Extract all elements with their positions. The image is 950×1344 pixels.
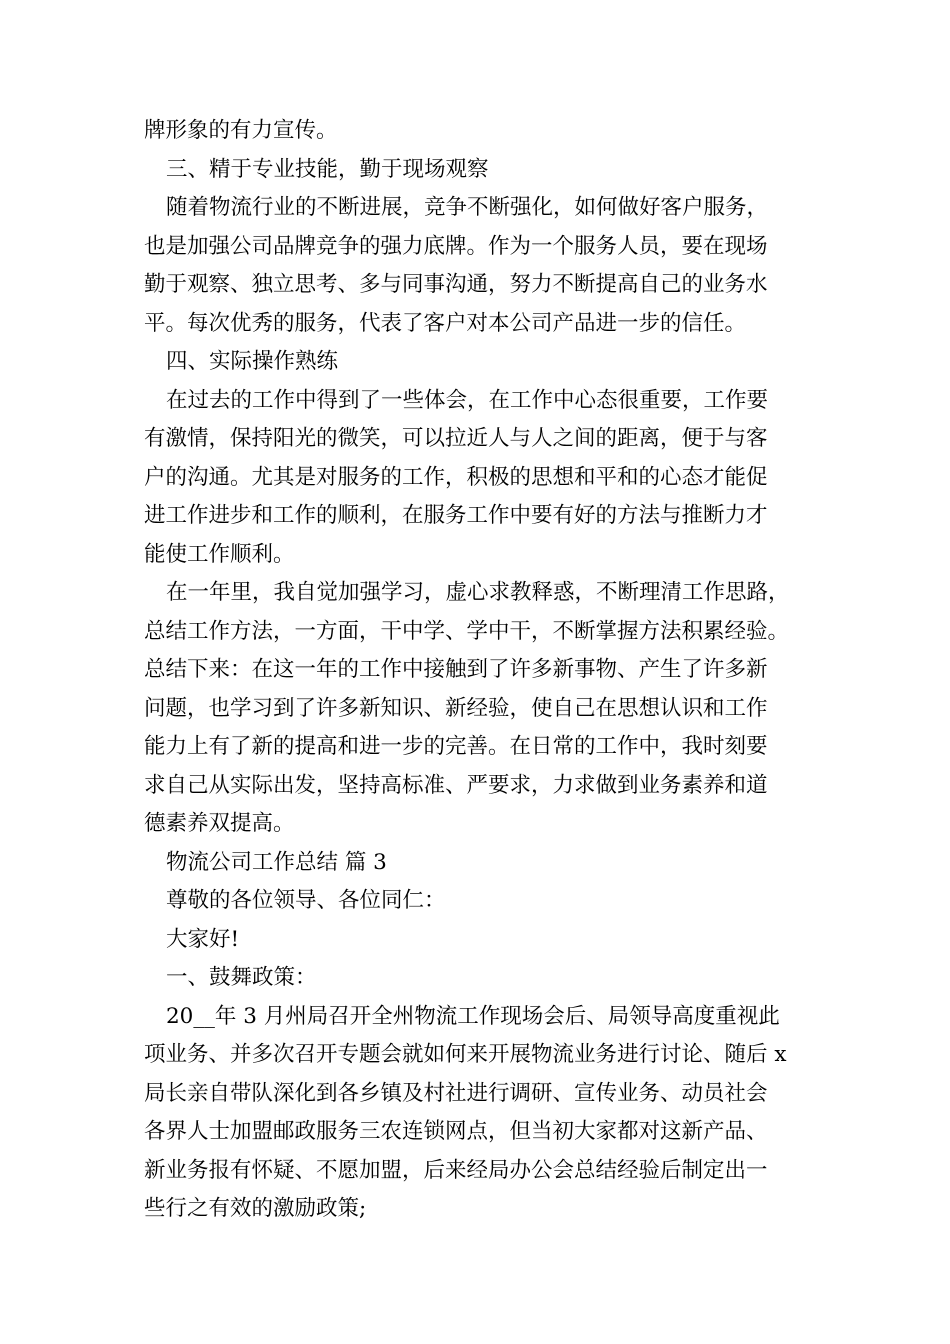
- text-line: 有激情，保持阳光的微笑，可以拉近人与人之间的距离，便于与客: [144, 426, 768, 451]
- text-line: 牌形象的有力宣传。: [144, 118, 338, 143]
- text-line: 总结工作方法，一方面，干中学、学中干，不断掌握方法积累经验。: [144, 618, 790, 644]
- text-line: 总结下来：在这一年的工作中接触到了许多新事物、产生了许多新: [144, 657, 768, 682]
- text-line: 大家好!: [166, 926, 240, 952]
- text-line: 尊敬的各位领导、各位同仁：: [166, 888, 446, 913]
- text-line: 三、精于专业技能，勤于现场观察: [166, 156, 489, 182]
- text-line: 在一年里，我自觉加强学习，虚心求教释惑，不断理清工作思路，: [166, 580, 790, 605]
- text-line: 问题，也学习到了许多新知识、新经验，使自己在思想认识和工作: [144, 695, 768, 721]
- text-line: 随着物流行业的不断进展，竞争不断强化，如何做好客户服务，: [166, 195, 769, 220]
- text-line: 项业务、并多次召开专题会就如何来开展物流业务进行讨论、随后 x: [144, 1042, 787, 1067]
- text-line: 四、实际操作熟练: [166, 349, 339, 374]
- text-line: 也是加强公司品牌竞争的强力底牌。作为一个服务人员，要在现场: [144, 233, 768, 259]
- text-line: 新业务报有怀疑、不愿加盟，后来经局办公会总结经验后制定出一: [144, 1157, 768, 1183]
- text-line: 物流公司工作总结 篇 3: [166, 849, 387, 875]
- text-line: 户的沟通。尤其是对服务的工作，积极的思想和平和的心态才能促: [144, 464, 768, 490]
- text-line: 局长亲自带队深化到各乡镇及村社进行调研、宣传业务、动员社会: [144, 1080, 768, 1106]
- text-line: 平。每次优秀的服务，代表了客户对本公司产品进一步的信任。: [144, 310, 747, 336]
- text-line: 能力上有了新的提高和进一步的完善。在日常的工作中，我时刻要: [144, 734, 768, 759]
- text-line: 些行之有效的激励政策;: [144, 1196, 367, 1221]
- text-line: 能使工作顺利。: [144, 541, 295, 567]
- document-body: [144, 112, 834, 1229]
- text-line: 一、鼓舞政策：: [166, 965, 317, 990]
- text-line: 进工作进步和工作的顺利，在服务工作中要有好的方法与推断力才: [144, 503, 768, 528]
- text-line: 在过去的工作中得到了一些体会，在工作中心态很重要，工作要: [166, 387, 769, 413]
- text-line: 求自己从实际出发，坚持高标准、严要求，力求做到业务素养和道: [144, 772, 768, 798]
- text-line: 勤于观察、独立思考、多与同事沟通，努力不断提高自己的业务水: [144, 272, 768, 297]
- text-line: 20__年 3 月州局召开全州物流工作现场会后、局领导高度重视此: [166, 1003, 780, 1029]
- text-line: 各界人士加盟邮政服务三农连锁网点，但当初大家都对这新产品、: [144, 1119, 768, 1144]
- text-line: 德素养双提高。: [144, 811, 295, 836]
